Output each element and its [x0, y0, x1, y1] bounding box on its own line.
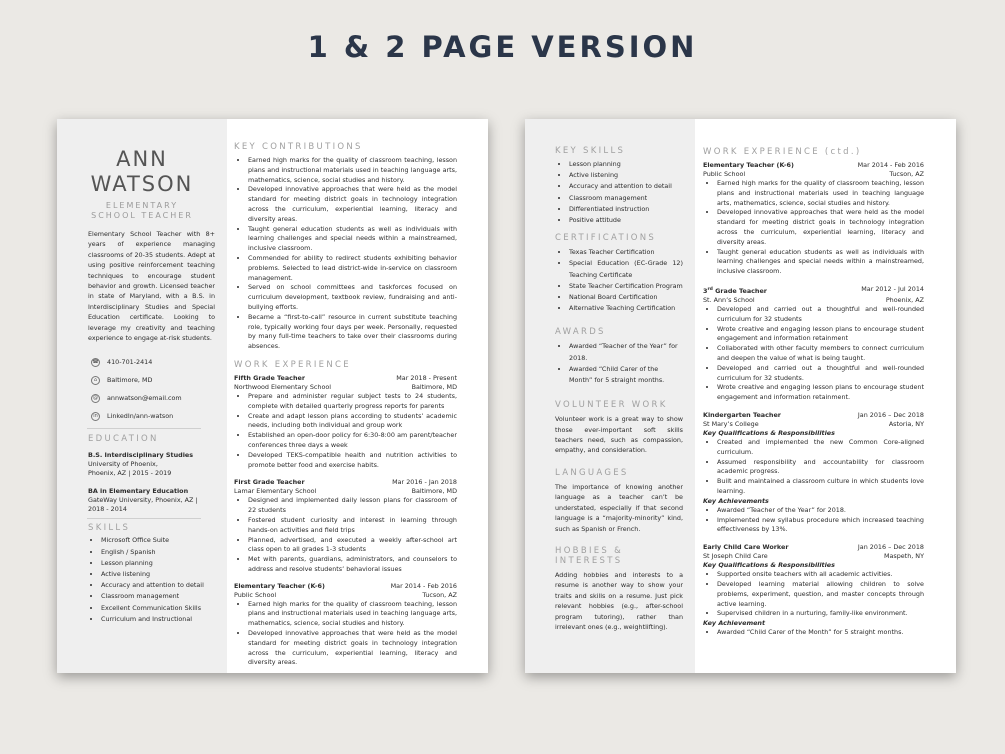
employer: Public School — [703, 170, 746, 178]
subheading: Key Qualifications & Responsibilities — [703, 561, 835, 570]
list-item: • Earned high marks for the quality of classroom teaching, lesson plans and instructional materials used in teaching language arts, mathematics, science, social studies and history. — [717, 179, 924, 208]
key-skills-heading: KEY SKILLS — [555, 146, 626, 156]
phone-text: 410-701-2414 — [107, 358, 153, 367]
email-text: annwatson@email.com — [107, 394, 182, 403]
job-entry — [703, 543, 924, 638]
list-item: • Earned high marks for the quality of classroom teaching, lesson plans and instructional materials used in teaching language arts, mathematics, science, social studies and history. — [248, 600, 457, 629]
skills-list — [87, 535, 227, 625]
job-location: Astoria, NY — [888, 420, 924, 429]
job-dates: Mar 2016 - Jan 2018 — [392, 478, 457, 487]
title-superscript: rd — [707, 286, 713, 292]
list-item: • Developed innovative approaches that were held as the model standard for meeting district goals in technology integration across the curriculum, experiential learning, literacy and diversity areas. — [717, 208, 924, 247]
list-item: • Microsoft Office Suite — [101, 535, 227, 546]
contact-email — [91, 389, 227, 407]
job-title: Kindergarten Teacher — [703, 411, 781, 420]
subheading: Key Achievements — [703, 496, 769, 505]
list-item: • Active listening — [101, 569, 227, 580]
employer: Public School — [234, 590, 277, 599]
skills-heading: SKILLS — [88, 523, 131, 534]
job-title: Early Child Care Worker — [703, 543, 789, 552]
volunteer-text: Volunteer work is a great way to show those ever-important soft skills teachers need, such as compassion, empathy, and consideration. — [555, 415, 683, 455]
list-item: • Established an open-door policy for 6:30-8:00 am parent/teacher conferences three days a week — [248, 431, 457, 451]
name-heading — [57, 147, 227, 197]
list-item: • Developed innovative approaches that were held as the model standard for meeting district goals in technology integration across the curriculum, experiential learning, literacy and diversity areas. — [248, 185, 457, 224]
job-location: Baltimore, MD — [411, 487, 457, 496]
degree: BA in Elementary Education — [88, 487, 189, 496]
list-item: • Awarded “Child Carer of the Month” for 5 straight months. — [569, 364, 683, 386]
title-number: 3 — [703, 287, 708, 296]
divider — [87, 428, 201, 429]
job-location: Maspeth, NY — [883, 552, 924, 561]
job-title: Elementary Teacher (K-6) — [234, 581, 325, 590]
list-item: • Create and adapt lesson plans according to students’ academic needs, including both individual and group work — [248, 412, 457, 432]
list-item: • Fostered student curiosity and interest in learning through hands-on activities and field trips — [248, 516, 457, 536]
list-item: • Classroom management — [101, 591, 227, 602]
list-item: • Implemented new syllabus procedure which increased teaching effectiveness by 13%. — [717, 516, 924, 536]
list-item: • Positive attitude — [569, 215, 683, 226]
job-entry — [234, 374, 457, 470]
list-item: • Developed TEKS-compatible health and nutrition activities to promote better food and exercise habits. — [248, 451, 457, 471]
job-location: Baltimore, MD — [411, 382, 457, 391]
job-entry — [234, 478, 457, 574]
contact-location — [91, 371, 227, 389]
job-location: Tucson, AZ — [422, 590, 457, 599]
education-detail: Phoenix, AZ | 2015 - 2019 — [88, 469, 172, 478]
list-item: • Wrote creative and engaging lesson plans to encourage student engagement and information retainment. — [717, 383, 924, 403]
contributions-list — [234, 156, 457, 352]
list-item: • Became a “first-to-call” resource in current substitute teaching role, typically working four days per week. Personally, requested by many full-time teachers to take over their classrooms during absences. — [248, 313, 457, 352]
list-item: • Planned, advertised, and executed a weekly after-school art class open to all grades 1-3 students — [248, 536, 457, 556]
certifications-list — [555, 247, 683, 314]
list-item: • Developed and carried out a thoughtful and well-rounded curriculum for 32 students — [717, 305, 924, 325]
contact-list — [57, 353, 227, 425]
school: University of Phoenix, — [88, 460, 158, 469]
school: GateWay University, Phoenix, AZ | — [88, 496, 198, 505]
linkedin-text: LinkedIn/ann-watson — [107, 412, 174, 421]
contact-phone — [91, 353, 227, 371]
awards-list — [555, 341, 683, 386]
resume-page-2 — [525, 119, 956, 673]
employer: St Joseph Child Care — [703, 552, 768, 561]
list-item: • Excellent Communication Skills — [101, 603, 227, 614]
job-title: Elementary Teacher (K-6) — [703, 161, 794, 169]
certifications-heading: CERTIFICATIONS — [555, 233, 657, 244]
job-entry — [234, 582, 457, 669]
last-name: WATSON — [90, 172, 194, 196]
list-item: • Earned high marks for the quality of classroom teaching, lesson plans and instructional materials used in teaching language arts, mathematics, science, social studies and history. — [248, 156, 457, 185]
job-dates: Mar 2018 - Present — [396, 373, 457, 382]
list-item: • Classroom management — [569, 193, 683, 204]
job-title-line1: ELEMENTARY — [105, 201, 179, 210]
list-item: • State Teacher Certification Program — [569, 281, 683, 292]
hobbies-heading: HOBBIES & INTERESTS — [555, 545, 624, 566]
title-rest: Grade Teacher — [712, 287, 767, 296]
job-dates: Mar 2014 - Feb 2016 — [857, 161, 924, 169]
list-item: • Supported onsite teachers with all academic activities. — [717, 570, 924, 580]
list-item: • Developed learning material allowing children to solve problems, experiment, question, and master concepts through active learning. — [717, 580, 924, 609]
main-column — [227, 119, 488, 673]
job-dates: Mar 2012 - Jul 2014 — [861, 284, 924, 293]
job-title-line2: SCHOOL TEACHER — [91, 211, 193, 220]
list-item: • Special Education (EC-Grade 12) Teaching Certificate — [569, 258, 683, 280]
job-title: Fifth Grade Teacher — [234, 373, 305, 382]
list-item: • Met with parents, guardians, administrators, and counselors to address and resolve students’ behavioral issues — [248, 555, 457, 575]
languages-text: The importance of knowing another language as a teacher can’t be understated, especially if that second language is a “majority-minority” kind, such as Spanish or French. — [555, 482, 683, 533]
list-item: • Collaborated with other faculty members to connect curriculum and deepen the value of what is being taught. — [717, 344, 924, 364]
job-dates: Mar 2014 - Feb 2016 — [390, 581, 457, 590]
employer: St. Ann’s School — [703, 296, 755, 305]
contact-linkedin — [91, 407, 227, 425]
list-item: • Taught general education students as well as individuals with learning challenges and special needs within a mainstreamed, inclusive classroom. — [248, 225, 457, 254]
list-item: • National Board Certification — [569, 292, 683, 303]
list-item: • Active listening — [569, 170, 683, 181]
list-item: • Developed innovative approaches that were held as the model standard for meeting district goals in technology integration across the curriculum, experiential learning, literacy and diversity areas. — [248, 629, 457, 668]
list-item: • English / Spanish — [101, 547, 227, 558]
main-column — [695, 119, 956, 673]
job-entry — [703, 161, 924, 277]
list-item: • Awarded “Child Carer of the Month” for 5 straight months. — [717, 628, 924, 638]
summary: Elementary School Teacher with 8+ years of experience managing classrooms of 20-35 students. Adept at using positive reinforcement teaching techniques to encourage student behavior and growth. Licensed teacher in state of Maryland, with a B.S. in Interdisciplinary Studies and Special Education certificate. Looking to leverage my creativity and teaching experience to engage at-risk students. — [88, 230, 215, 343]
list-item: • Alternative Teaching Certification — [569, 303, 683, 314]
skills-list — [555, 159, 683, 226]
home-icon: ⌂ — [91, 376, 100, 385]
list-item: • Curriculum and Instructional — [101, 614, 227, 625]
list-item: • Lesson planning — [569, 159, 683, 170]
contributions-heading: KEY CONTRIBUTIONS — [234, 142, 363, 152]
education-item — [88, 487, 227, 514]
work-heading: WORK EXPERIENCE (ctd.) — [703, 147, 862, 157]
list-item: • Created and implemented the new Common Core-aligned curriculum. — [717, 438, 924, 458]
education-heading: EDUCATION — [88, 434, 159, 445]
sidebar — [525, 119, 695, 673]
languages-heading: LANGUAGES — [555, 467, 629, 478]
phone-icon: ☎ — [92, 359, 99, 366]
awards-heading: AWARDS — [555, 327, 606, 338]
job-location: Phoenix, AZ — [885, 296, 924, 305]
list-item: • Differentiated instruction — [569, 204, 683, 215]
education-detail: 2018 - 2014 — [88, 505, 127, 514]
education-item — [88, 451, 227, 478]
list-item: • Wrote creative and engaging lesson plans to encourage student engagement and information retainment — [717, 325, 924, 345]
job-entry — [703, 285, 924, 403]
resume-page-1 — [57, 119, 488, 673]
list-item: • Lesson planning — [101, 558, 227, 569]
subheading: Key Achievement — [703, 619, 766, 628]
volunteer-heading: VOLUNTEER WORK — [555, 400, 668, 411]
list-item: • Awarded “Teacher of the Year” for 2018. — [717, 506, 924, 516]
job-location: Tucson, AZ — [889, 170, 924, 178]
list-item: • Accuracy and attention to detail — [101, 580, 227, 591]
job-dates: Jan 2016 – Dec 2018 — [857, 543, 924, 552]
at-icon: @ — [93, 395, 98, 402]
employer: Lamar Elementary School — [234, 487, 317, 496]
list-item: • Served on school committees and taskforces focused on curriculum development, textbook review, fundraising and anti-bullying efforts. — [248, 283, 457, 312]
job-title: First Grade Teacher — [234, 478, 305, 487]
job-title — [703, 285, 767, 296]
list-item: • Assumed responsibility and accountability for classroom academic progress. — [717, 458, 924, 478]
list-item: • Commended for ability to redirect students exhibiting behavior problems. Selected to lead district-wide in-service on classroom management. — [248, 254, 457, 283]
list-item: • Designed and implemented daily lesson plans for classroom of 22 students — [248, 496, 457, 516]
list-item: • Built and maintained a classroom culture in which students love learning. — [717, 477, 924, 497]
list-item: • Taught general education students as well as individuals with learning challenges and special needs within a mainstreamed, inclusive classroom. — [717, 248, 924, 277]
list-item: • Awarded “Teacher of the Year” for 2018. — [569, 341, 683, 363]
hobbies-text: Adding hobbies and interests to a resume is another way to show your traits and skills on a resume. Just pick relevant hobbies (e.g., after-school program tutoring), rather than irrelevant ones (e.g., weightlifting). — [555, 570, 683, 631]
employer: St Mary’s College — [703, 420, 759, 429]
list-item: • Developed and carried out a thoughtful and well-rounded curriculum for 32 students. — [717, 364, 924, 384]
subheading: Key Qualifications & Responsibilities — [703, 429, 835, 438]
job-entry — [703, 411, 924, 535]
first-name: ANN — [116, 147, 168, 171]
list-item: • Texas Teacher Certification — [569, 247, 683, 258]
degree: B.S. Interdisciplinary Studies — [88, 451, 194, 460]
list-item: • Prepare and administer regular subject tests to 24 students, complete with detailed quarterly progress reports for parents — [248, 392, 457, 412]
sidebar — [57, 119, 227, 673]
list-item: • Supervised children in a nurturing, family-like environment. — [717, 609, 924, 619]
work-heading: WORK EXPERIENCE — [234, 359, 351, 370]
divider — [87, 518, 201, 519]
location-text: Baltimore, MD — [107, 376, 153, 385]
banner-title: 1 & 2 PAGE VERSION — [307, 30, 698, 64]
list-item: • Accuracy and attention to detail — [569, 181, 683, 192]
linkedin-icon: in — [91, 412, 100, 421]
job-title — [57, 201, 227, 221]
employer: Northwood Elementary School — [234, 382, 332, 391]
job-dates: Jan 2016 – Dec 2018 — [857, 411, 924, 420]
